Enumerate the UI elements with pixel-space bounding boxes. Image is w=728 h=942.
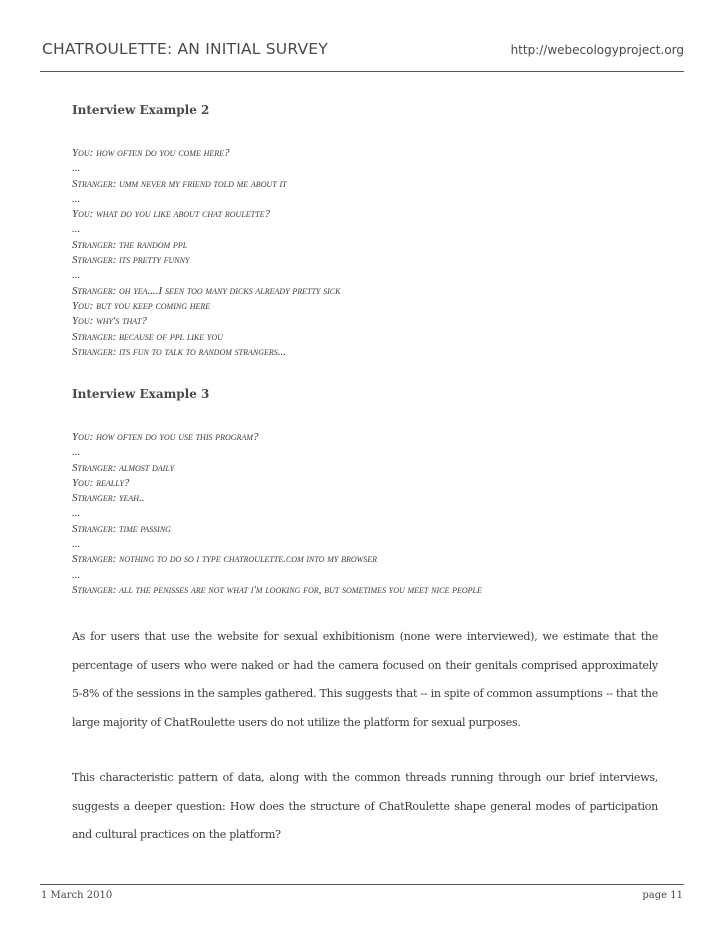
transcript-line: Stranger: because of ppl like you [72, 330, 223, 343]
transcript-line: Stranger: nothing to do so i type chatroulette.com into my browser [72, 553, 378, 566]
transcript-line: Stranger: time passing [72, 522, 171, 535]
transcript-line: ... [72, 269, 81, 282]
transcript-line: Stranger: oh yea....I seen too many dicks already pretty sick [72, 284, 341, 297]
body-paragraph-deeper-question: This characteristic pattern of data, along with the common threads running through our brief interviews, suggests a deeper question: How does the structure of ChatRoulette shape general modes of participation and cultural practices on the platform? [72, 771, 658, 842]
transcript-line: ... [72, 446, 81, 459]
transcript-line: ... [72, 162, 81, 175]
transcript-line: Stranger: its fun to talk to random strangers... [72, 345, 287, 358]
footer-date: 1 March 2010 [41, 890, 113, 901]
transcript-line: You: why's that? [72, 315, 147, 328]
body-paragraph-exhibitionism: As for users that use the website for sexual exhibitionism (none were interviewed), we estimate that the percentage of users who were naked or had the camera focused on their genitals comprised approximately 5-8% of the sessions in the samples gathered. This suggests that -- in spite of common assumptions -- that the large majority of ChatRoulette users do not utilize the platform for sexual purposes. [72, 630, 658, 729]
transcript-line: Stranger: all the penisses are not what i'm looking for, but sometimes you meet nice people [72, 583, 482, 596]
transcript-line: ... [72, 192, 81, 205]
transcript-line: You: how often do you come here? [72, 147, 230, 159]
transcript-line: You: how often do you use this program? [72, 431, 259, 443]
transcript-line: Stranger: its pretty funny [72, 254, 190, 267]
interview-2-transcript [72, 146, 340, 360]
transcript-line: You: really? [72, 476, 130, 489]
header-divider [40, 71, 684, 72]
interview-3-transcript [72, 430, 482, 598]
transcript-line: ... [72, 568, 81, 581]
transcript-line: You: but you keep coming here [72, 299, 211, 312]
document-title: CHATROULETTE: AN INITIAL SURVEY [42, 40, 328, 58]
transcript-line: ... [72, 538, 81, 551]
transcript-line: Stranger: umm never my friend told me about it [72, 177, 287, 190]
transcript-line: Stranger: yeah.. [72, 492, 145, 505]
website-url[interactable]: http://webecologyproject.org [510, 43, 684, 57]
footer-divider [40, 884, 684, 885]
interview-2-heading: Interview Example 2 [72, 103, 210, 117]
transcript-line: ... [72, 507, 81, 520]
page-number: page 11 [642, 890, 683, 901]
transcript-line: Stranger: the random ppl [72, 238, 188, 251]
interview-3-heading: Interview Example 3 [72, 387, 210, 401]
transcript-line: ... [72, 223, 81, 236]
transcript-line: You: what do you like about chat roulette? [72, 208, 270, 221]
transcript-line: Stranger: almost daily [72, 461, 175, 474]
